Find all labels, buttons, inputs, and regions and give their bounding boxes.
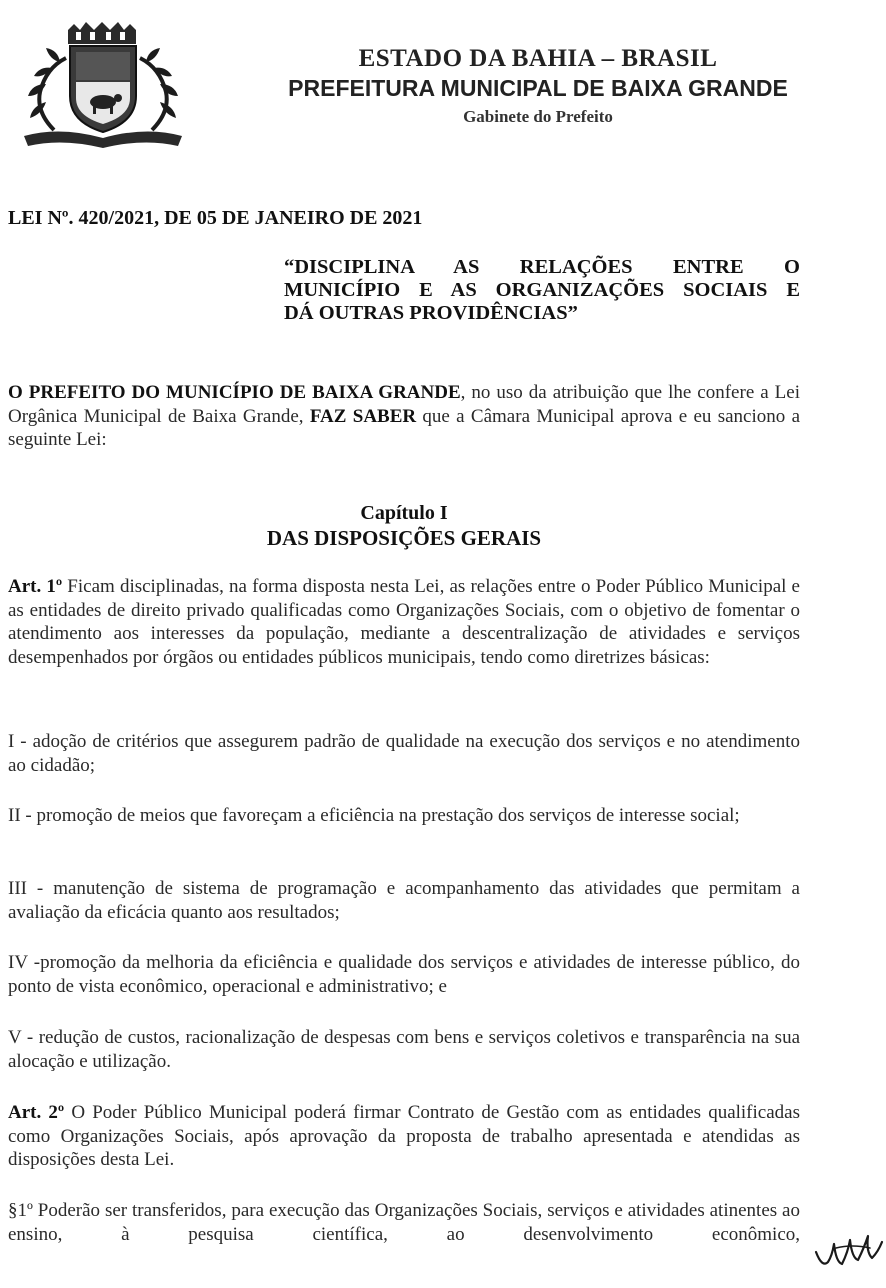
article-2 bbox=[8, 1101, 800, 1172]
article-1 bbox=[8, 575, 800, 669]
preamble-faz-saber: FAZ SABER bbox=[309, 405, 417, 427]
ementa-line: MUNICÍPIO E AS ORGANIZAÇÕES SOCIAIS E bbox=[284, 279, 800, 301]
list-item: V - redução de custos, racionalização de despesas com bens e serviços coletivos e transparência na sua alocação e utilização. bbox=[8, 1027, 800, 1072]
preamble-paragraph bbox=[8, 381, 800, 452]
coat-of-arms-icon bbox=[10, 18, 190, 150]
article-text: O Poder Público Municipal poderá firmar Contrato de Gestão com as entidades qualificadas como Organizações Sociais, após aprovação da proposta de trabalho apresentada e atendidas as disposições desta Lei. bbox=[8, 1102, 800, 1171]
chapter-number: Capítulo I bbox=[360, 502, 448, 524]
header-gabinete: Gabinete do Prefeito bbox=[463, 107, 613, 126]
ementa-line: DÁ OUTRAS PROVIDÊNCIAS” bbox=[284, 302, 578, 324]
ementa-line: “DISCIPLINA AS RELAÇÕES ENTRE O bbox=[284, 256, 800, 278]
chapter-heading bbox=[8, 501, 800, 551]
article-label: Art. 1º bbox=[8, 576, 63, 597]
list-item: II - promoção de meios que favoreçam a eficiência na prestação dos serviços de interesse social; bbox=[8, 805, 740, 826]
preamble-lead: O PREFEITO DO MUNICÍPIO DE BAIXA GRANDE bbox=[8, 382, 461, 403]
list-item: III - manutenção de sistema de programação e acompanhamento das atividades que permitam a avaliação da eficácia quanto aos resultados; bbox=[8, 878, 800, 923]
header-state: ESTADO DA BAHIA – BRASIL bbox=[358, 45, 718, 72]
preamble-text: que a Câmara Municipal aprova e eu sanciono a seguinte Lei: bbox=[8, 405, 801, 451]
article-label: Art. 2º bbox=[8, 1102, 65, 1123]
chapter-title: DAS DISPOSIÇÕES GERAIS bbox=[266, 526, 542, 550]
law-ementa bbox=[284, 256, 800, 325]
law-title: LEI Nº. 420/2021, DE 05 DE JANEIRO DE 2021 bbox=[8, 207, 423, 229]
article-text: Ficam disciplinadas, na forma disposta nesta Lei, as relações entre o Poder Público Municipal e as entidades de direito privado qualificadas como Organizações Sociais, com o objetivo de fomentar o atendimento aos interesses da população, mediante a descentralização de atividades e serviços desempenhados por órgãos ou entidades públicos municipais, tendo como diretrizes básicas: bbox=[8, 576, 800, 668]
preamble-text: , no uso da atribuição que lhe confere a Lei Orgânica Municipal de Baixa Grande, bbox=[8, 382, 800, 427]
list-item: IV -promoção da melhoria da eficiência e qualidade dos serviços e atividades de interesse público, do ponto de vista econômico, operacional e administrativo; e bbox=[8, 952, 800, 997]
header-prefeitura: PREFEITURA MUNICIPAL DE BAIXA GRANDE bbox=[288, 75, 788, 101]
list-item: I - adoção de critérios que assegurem padrão de qualidade na execução dos serviços e no atendimento ao cidadão; bbox=[8, 731, 800, 776]
document-header bbox=[200, 44, 876, 130]
signature-icon bbox=[812, 1222, 886, 1274]
paragraph-1: §1º Poderão ser transferidos, para execução das Organizações Sociais, serviços e atividades atinentes ao ensino, à pesquisa científica, ao desenvolvimento econômico, bbox=[8, 1200, 800, 1245]
